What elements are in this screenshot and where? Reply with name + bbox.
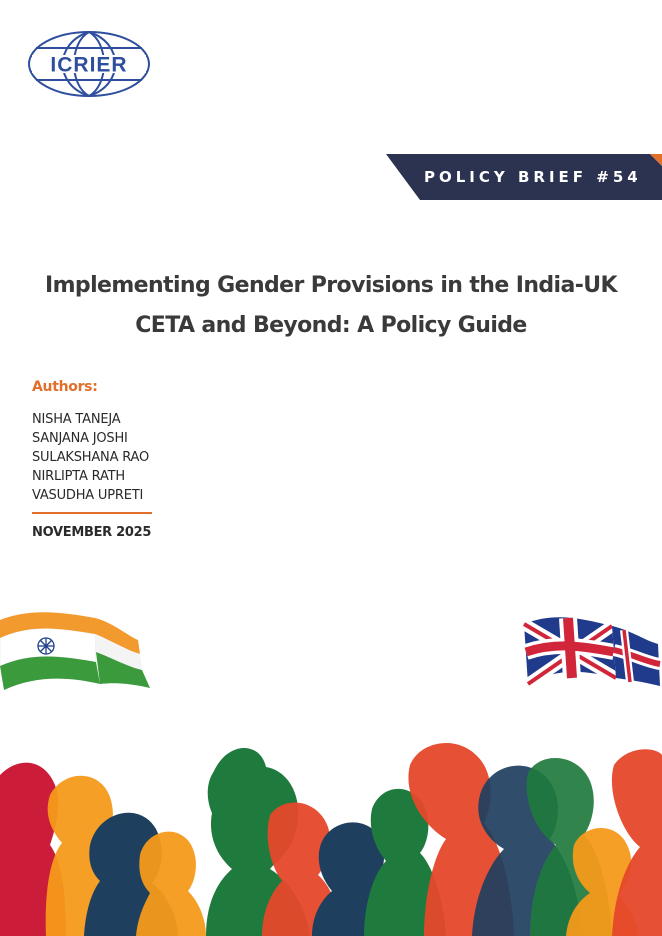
logo-text: ICRIER [50,53,128,77]
author-name: VASUDHA UPRETI [32,488,144,503]
authors-list [32,410,149,505]
icrier-logo [26,28,152,100]
women-silhouettes-illustration [0,735,662,936]
uk-flag-icon [520,610,662,692]
policy-brief-label: POLICY BRIEF #54 [424,168,642,186]
author-name: SULAKSHANA RAO [32,450,149,465]
title-line-2: CETA and Beyond: A Policy Guide [135,313,527,338]
document-title [10,266,652,346]
author-name: SANJANA JOSHI [32,431,128,446]
author-name: NISHA TANEJA [32,412,121,427]
authors-label: Authors: [32,379,98,395]
title-line-1: Implementing Gender Provisions in the India-UK [45,273,617,298]
divider [32,512,152,514]
publication-date: NOVEMBER 2025 [32,525,152,540]
author-name: NIRLIPTA RATH [32,469,125,484]
india-flag-icon [0,610,155,695]
